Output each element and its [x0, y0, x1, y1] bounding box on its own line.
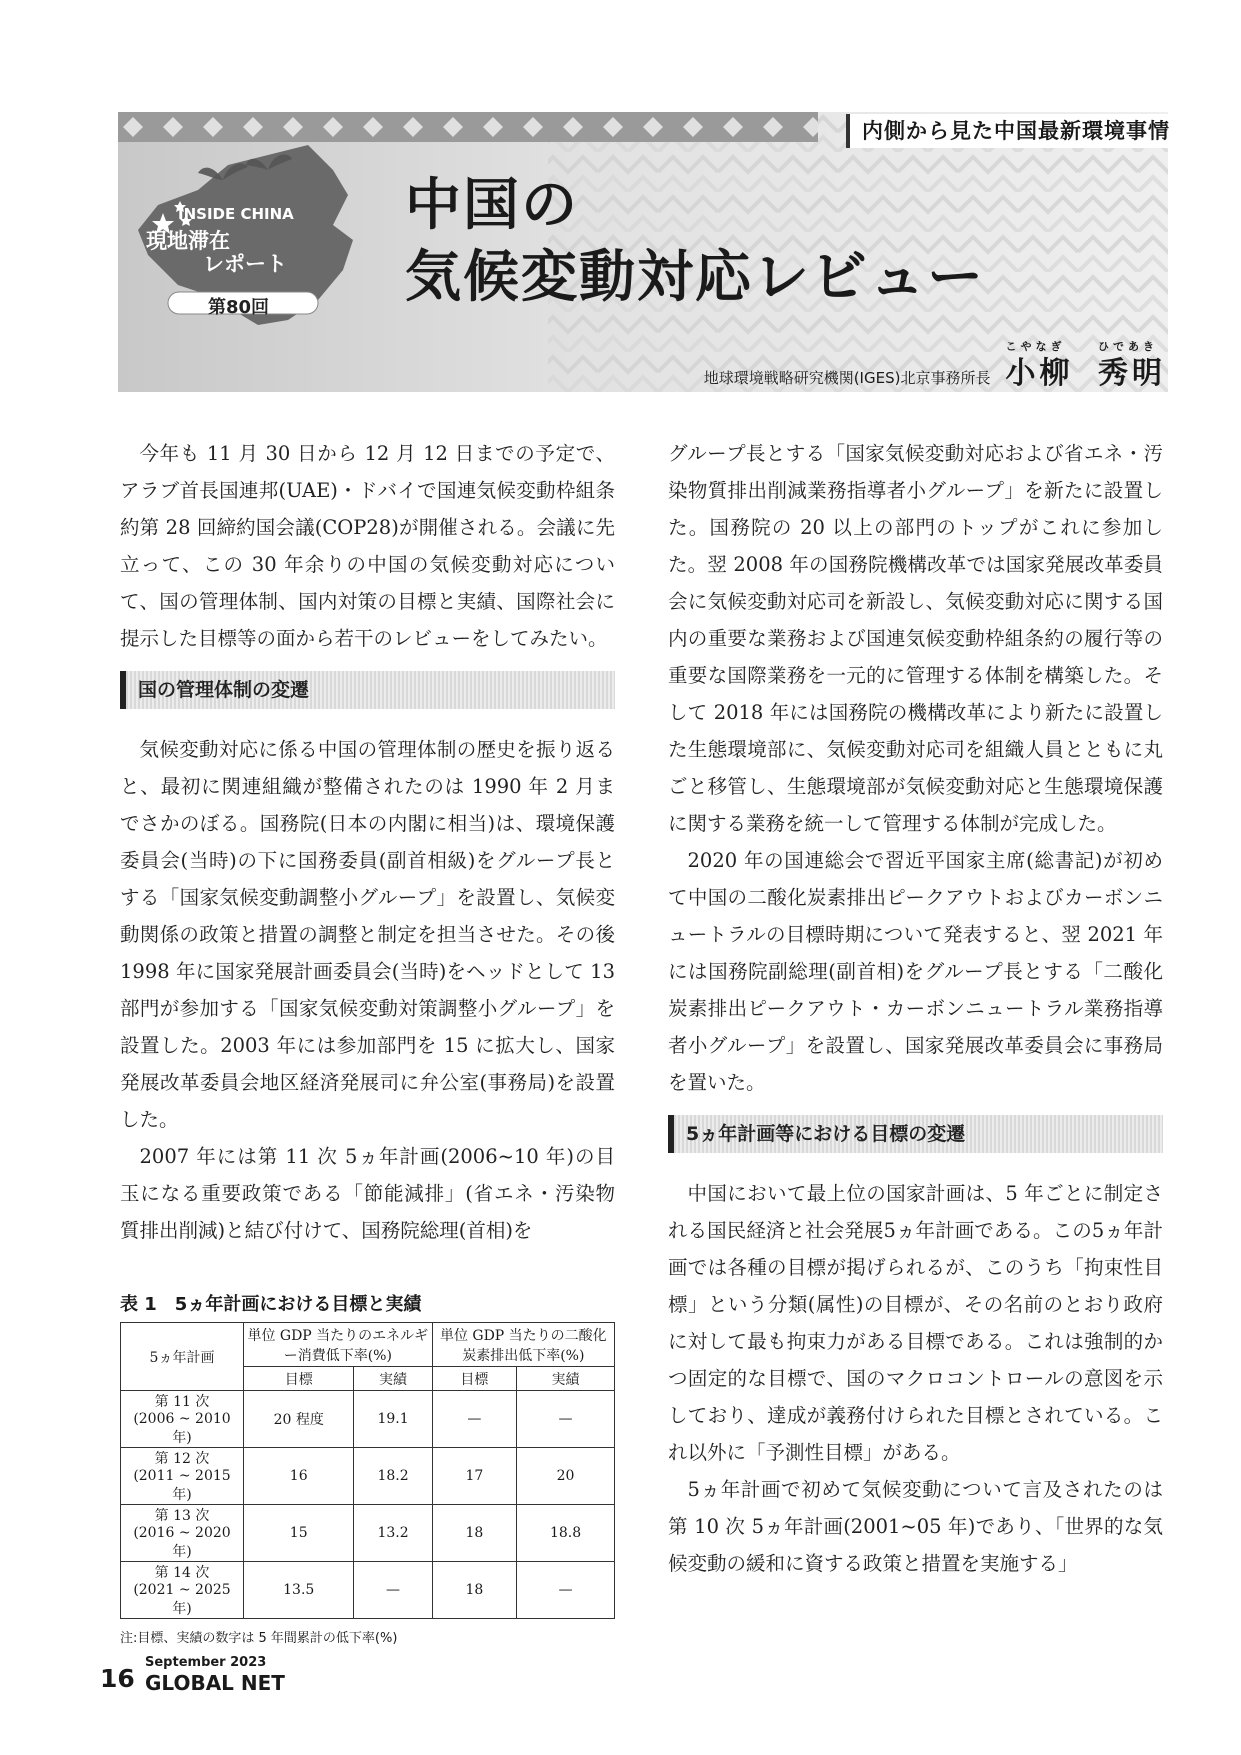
badge-label-line1: 現地滞在 [146, 229, 230, 253]
table-row: 第 13 次 (2016 ~ 2020 年) 15 13.2 18 18.8 [121, 1505, 615, 1562]
table-row: 第 12 次 (2011 ~ 2015 年) 16 18.2 17 20 [121, 1448, 615, 1505]
byline [703, 340, 1166, 392]
paragraph: 5ヵ年計画で初めて気候変動について言及されたのは第 10 次 5ヵ年計画(2001~05 年)であり、「世界的な気候変動の緩和に資する政策と措置を実施する」 [668, 1478, 1163, 1575]
article-title [405, 170, 985, 314]
section-heading-management: 国の管理体制の変遷 [120, 671, 615, 709]
subheader-target: 目標 [244, 1367, 354, 1391]
paragraph: 気候変動対応に係る中国の管理体制の歴史を振り返ると、最初に関連組織が整備されたのは 1990 年 2 月までさかのぼる。国務院(日本の内閣に相当)は、環境保護委員会(当時)の下に国務委員(副首相級)をグループ長とする「国家気候変動調整小グループ」を設置し、気候変動関係の政策と措置の調整と制定を担当させた。その後 1998 年に国家発展計画委員会(当時)をヘッドとして 13 部門が参加する「国家気候変動対策調整小グループ」を設置した。2003 年には参加部門を 15 に拡大し、国家発展改革委員会地区経済発展司に弁公室(事務局)を設置した。 [120, 738, 615, 1131]
subheader-actual: 実績 [354, 1367, 432, 1391]
subheader-actual: 実績 [517, 1367, 615, 1391]
badge-label-line2: レポート [203, 252, 287, 276]
inside-china-badge [118, 135, 398, 375]
table-1 [120, 1290, 620, 1646]
author-organization: 地球環境戦略研究機関(IGES)北京事務所長 [703, 369, 991, 387]
right-column [668, 435, 1163, 1582]
header-energy: 単位 GDP 当たりのエネルギー消費低下率(%) [244, 1323, 433, 1367]
ruby-given: ひであき [1098, 340, 1158, 353]
table-title: 表 1 5ヵ年計画における目標と実績 [120, 1294, 422, 1315]
issue-number: 第80回 [208, 297, 270, 318]
left-column [120, 435, 615, 1249]
title-line-2: 気候変動対応レビュー [405, 245, 985, 310]
badge-english-label: INSIDE CHINA [178, 205, 294, 223]
table-row: 第 14 次 (2021 ~ 2025 年) 13.5 — 18 — [121, 1562, 615, 1619]
section-heading-targets: 5ヵ年計画等における目標の変遷 [668, 1115, 1163, 1153]
intro-paragraph: 今年も 11 月 30 日から 12 月 12 日までの予定で、アラブ首長国連邦(UAE)・ドバイで国連気候変動枠組条約第 28 回締約国会議(COP28)が開催される。会議に先立って、この 30 年余りの中国の気候変動対応について、国の管理体制、国内対策の目標と実績、国際社会に提示した目標等の面から若干のレビューをしてみたい。 [120, 442, 615, 650]
footer-date: September 2023 [145, 1655, 267, 1670]
table-note: 注:目標、実績の数字は 5 年間累計の低下率(%) [120, 1631, 398, 1646]
header-co2: 単位 GDP 当たりの二酸化炭素排出低下率(%) [432, 1323, 614, 1367]
author-given-name: ひであき 秀明 [1098, 340, 1166, 391]
paragraph: 中国において最上位の国家計画は、5 年ごとに制定される国民経済と社会発展5ヵ年計画である。この5ヵ年計画では各種の目標が掲げられるが、このうち「拘束性目標」という分類(属性)の目標が、その名前のとおり政府に対して最も拘束力がある目標である。これは強制的かつ固定的な目標で、国のマクロコントロールの意図を示しており、達成が義務付けられた目標とされている。これ以外に「予測性目標」がある。 [668, 1182, 1163, 1464]
ruby-surname: こやなぎ [1005, 340, 1066, 353]
header-plan: 5ヵ年計画 [121, 1323, 244, 1391]
title-line-1: 中国の [405, 173, 579, 238]
magazine-name: GLOBAL NET [145, 1671, 285, 1695]
paragraph: 2007 年には第 11 次 5ヵ年計画(2006~10 年)の目玉になる重要政策である「節能減排」(省エネ・汚染物質排出削減)と結び付けて、国務院総理(首相)を [120, 1145, 615, 1242]
page-number: 16 [100, 1664, 135, 1693]
author-surname: こやなぎ 小柳 [1005, 340, 1074, 391]
paragraph: グループ長とする「国家気候変動対応および省エネ・汚染物質排出削減業務指導者小グループ」を新たに設置した。国務院の 20 以上の部門のトップがこれに参加した。翌 2008 年の国務院機構改革では国家発展改革委員会に気候変動対応司を新設し、気候変動対応に関する国内の重要な業務および国連気候変動枠組条約の履行等の重要な国際業務を一元的に管理する体制を構築した。そして 2018 年には国務院の機構改革により新たに設置した生態環境部に、気候変動対応司を組織人員とともに丸ごと移管し、生態環境部が気候変動対応と生態環境保護に関する業務を統一して管理する体制が完成した。 [668, 442, 1163, 835]
paragraph: 2020 年の国連総会で習近平国家主席(総書記)が初めて中国の二酸化炭素排出ピークアウトおよびカーボンニュートラルの目標時期について発表すると、翌 2021 年には国務院副総理(副首相)をグループ長とする「二酸化炭素排出ピークアウト・カーボンニュートラル業務指導者小グループ」を設置し、国家発展改革委員会に事務局を置いた。 [668, 849, 1163, 1094]
targets-table [120, 1322, 615, 1619]
subheader-target: 目標 [432, 1367, 516, 1391]
series-title: 内側から見た中国最新環境事情 [846, 114, 1192, 148]
table-row: 第 11 次 (2006 ~ 2010 年) 20 程度 19.1 — — [121, 1391, 615, 1448]
